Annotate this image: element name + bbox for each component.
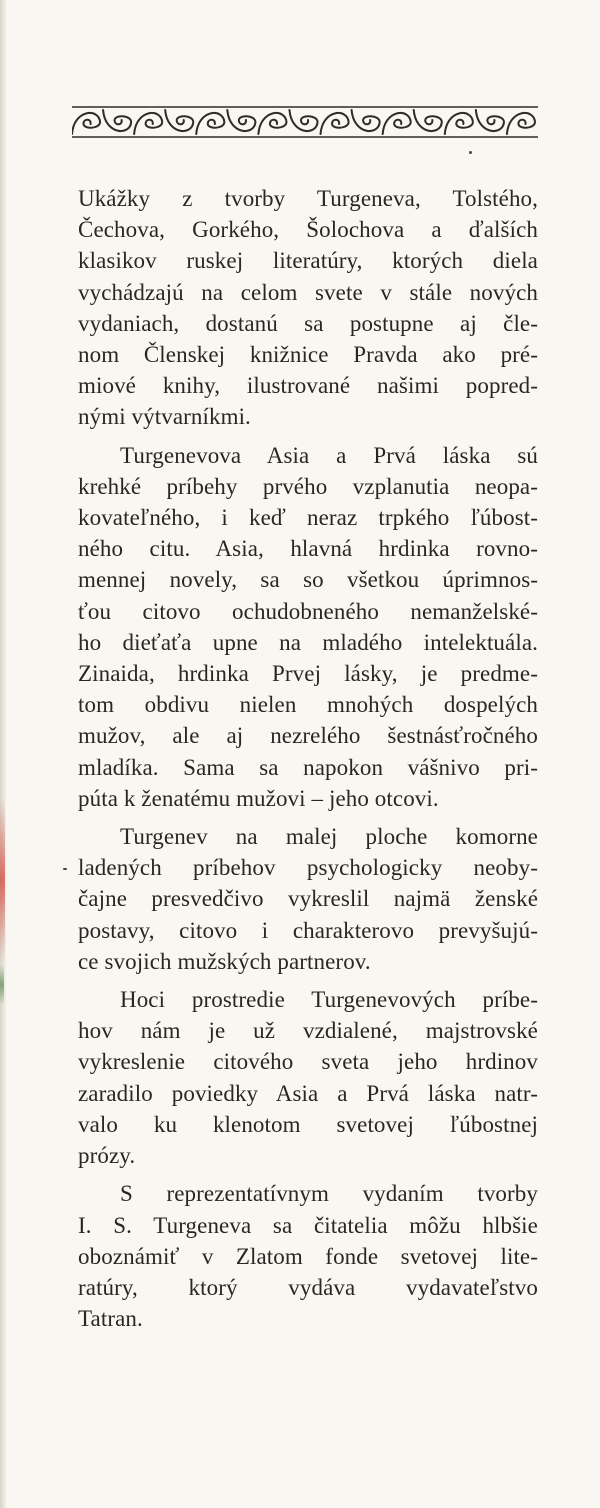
text-line: ťou citovo ochudobneného nemanželské-: [78, 598, 538, 624]
text-line: miové knihy, ilustrované našimi popred-: [78, 373, 538, 399]
text-line: mennej novely, sa so všetkou úprimnos-: [78, 567, 538, 593]
ornament-scroll: [72, 113, 100, 134]
text-line: nom Členskej knižnice Pravda ako pré-: [78, 342, 538, 368]
page-edge: [0, 0, 6, 1508]
edge-color-mark: [0, 965, 4, 1005]
ornament-scroll: [165, 110, 193, 131]
ornament-scroll: [196, 113, 224, 134]
ornament-scroll: [227, 110, 255, 131]
text-line: púta k ženatému mužovi – jeho otcovi.: [78, 785, 439, 811]
text-line: klasikov ruskej literatúry, ktorých diela: [78, 248, 538, 274]
text-line: S reprezentatívnym vydaním tvorby: [120, 1181, 538, 1207]
text-line: mladíka. Sama sa napokon vášnivo pri-: [78, 754, 538, 780]
text-line: čajne presvedčivo vykreslil najmä ženské: [78, 886, 538, 912]
text-line: Turgenevova Asia a Prvá láska sú: [120, 442, 538, 468]
ornament-scroll: [321, 113, 349, 134]
text-line: ce svojich mužských partnerov.: [78, 948, 371, 974]
text-line: Turgenev na malej ploche komorne: [120, 824, 538, 850]
text-line: prózy.: [78, 1143, 136, 1169]
text-line: Zinaida, hrdinka Prvej lásky, je predme-: [78, 661, 538, 687]
text-line: mužov, ale aj nezrelého šestnásťročného: [78, 723, 538, 749]
text-line: vydaniach, dostanú sa postupne aj čle-: [78, 310, 538, 336]
text-line: ladených príbehov psychologicky neoby-: [78, 855, 538, 881]
text-line: krehké príbehy prvého vzplanutia neopa-: [78, 473, 538, 499]
text-line: zaradilo poviedky Asia a Prvá láska natr-: [78, 1080, 538, 1106]
text-line: valo ku klenotom svetovej ľúbostnej: [78, 1111, 538, 1137]
text-line: ho dieťaťa upne na mladého intelektuála.: [78, 629, 538, 655]
ornament-scroll: [103, 110, 131, 131]
ornament-scroll: [289, 110, 317, 131]
ornament-scroll: [507, 113, 535, 134]
ornament-scroll: [414, 110, 442, 131]
text-line: Tatran.: [78, 1306, 143, 1332]
text-line: Ukážky z tvorby Turgeneva, Tolstého,: [78, 186, 538, 211]
print-speck: [63, 868, 67, 870]
ornament-scroll: [383, 113, 411, 134]
text-line: hov nám je už vzdialené, majstrovské: [78, 1018, 538, 1044]
text-line: Hoci prostredie Turgenevových príbe-: [120, 987, 538, 1013]
flap-text: [78, 183, 538, 1334]
ornament-scroll: [134, 113, 162, 134]
text-line: I. S. Turgeneva sa čitatelia môžu hlbšie: [78, 1212, 538, 1238]
text-line: oboznámiť v Zlatom fonde svetovej lite-: [78, 1243, 538, 1269]
greek-wave-ornament: [72, 104, 538, 140]
text-line: ratúry, ktorý vydáva vydavateľstvo: [78, 1274, 538, 1300]
print-speck: [469, 151, 472, 154]
text-line: tom obdivu nielen mnohých dospelých: [78, 692, 538, 718]
ornament-scroll: [258, 113, 286, 134]
text-line: vychádzajú na celom svete v stále nových: [78, 279, 538, 305]
ornament-scroll: [352, 110, 380, 131]
text-line: vykreslenie citového sveta jeho hrdinov: [78, 1049, 538, 1075]
text-line: postavy, citovo i charakterovo prevyšujú-: [78, 917, 538, 943]
ornament-scroll: [476, 110, 504, 131]
text-line: kovateľného, i keď neraz trpkého ľúbost-: [78, 505, 538, 531]
edge-color-mark: [0, 800, 5, 960]
text-line: ného citu. Asia, hlavná hrdinka rovno-: [78, 536, 538, 562]
text-line: Čechova, Gorkého, Šolochova a ďalších: [78, 217, 538, 243]
ornament-scroll: [445, 113, 473, 134]
text-line: nými výtvarníkmi.: [78, 404, 251, 430]
